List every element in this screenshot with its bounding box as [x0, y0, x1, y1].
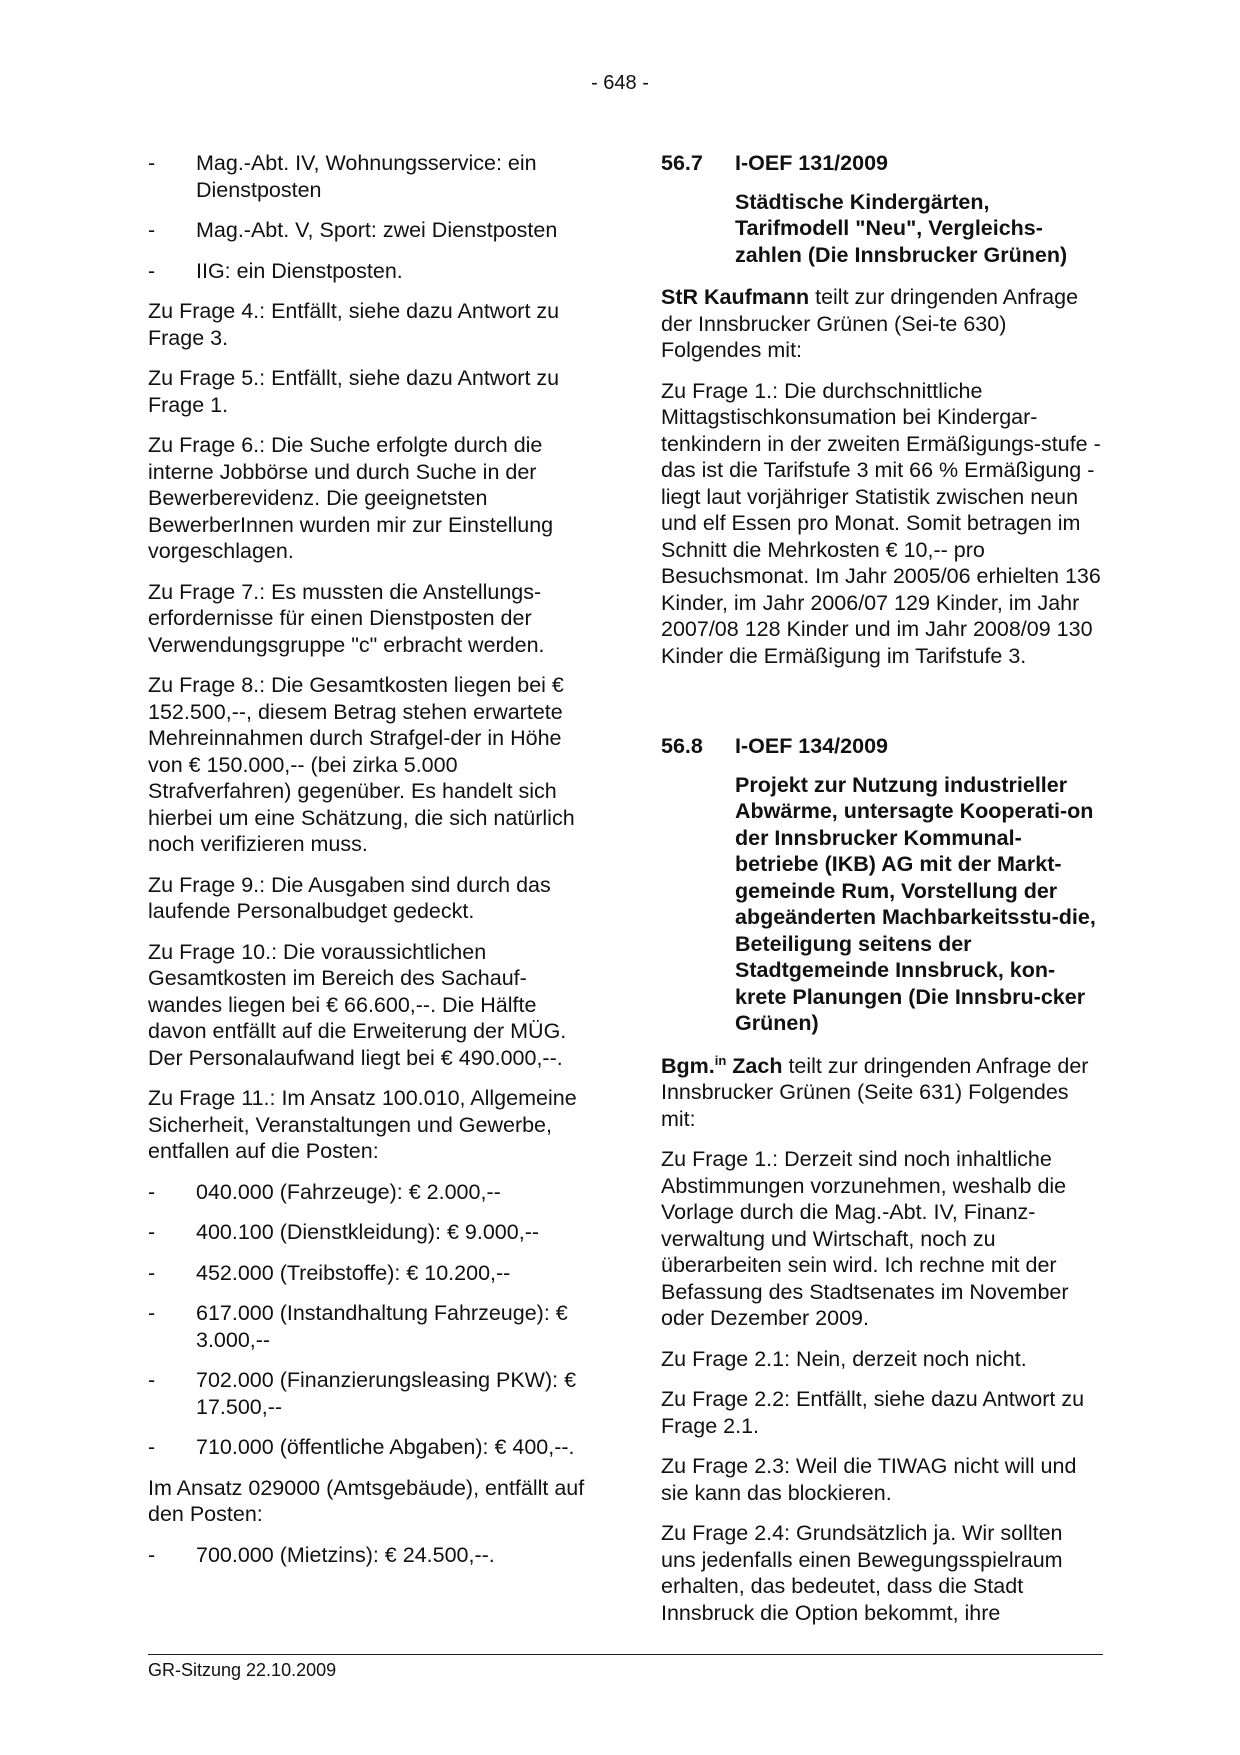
intro-text: teilt zur dringenden Anfrage der Innsbrucker Grünen (Sei-te 630) Folgendes mit:: [661, 285, 1079, 362]
footer-text: GR-Sitzung 22.10.2009: [148, 1660, 337, 1680]
answer-paragraph: Zu Frage 2.2: Entfällt, siehe dazu Antwort zu Frage 2.1.: [661, 1387, 1085, 1438]
bullet-dash: -: [148, 1301, 156, 1325]
section-heading: [661, 150, 1101, 177]
list-item: [148, 1219, 593, 1246]
intro-paragraph: [661, 284, 1101, 364]
speaker-name: [661, 1054, 782, 1078]
list-item: [148, 217, 593, 244]
answer-paragraph: Zu Frage 9.: Die Ausgaben sind durch das laufende Personalbudget gedeckt.: [148, 872, 551, 923]
answer-paragraph: Zu Frage 7.: Es mussten die Anstellungs-erfordernisse für einen Dienstposten der Verwendungsgruppe "c" erbracht werden.: [148, 579, 545, 657]
section-heading: [661, 733, 1101, 760]
section-title: Städtische Kindergärten, Tarifmodell "Neu", Vergleichs-zahlen (Die Innsbrucker Grünen): [735, 189, 1068, 267]
answer-paragraph: Zu Frage 4.: Entfällt, siehe dazu Antwort zu Frage 3.: [148, 299, 560, 350]
answer-paragraph: Zu Frage 1.: Die durchschnittliche Mittagstischkonsumation bei Kindergar-tenkindern in der zweiten Ermäßigungs-stufe - das ist die Tarifstufe 3 mit 66 % Ermäßigung - liegt laut vorjähriger Statistik zwischen neun und elf Essen pro Monat. Somit betragen im Schnitt die Mehrkosten € 10,-- pro Besuchsmonat. Im Jahr 2005/06 erhielten 136 Kinder, im Jahr 2006/07 129 Kinder, im Jahr 2007/08 128 Kinder und im Jahr 2008/09 130 Kinder die Ermäßigung im Tarifstufe 3.: [661, 378, 1101, 668]
answer-paragraph: Zu Frage 2.4: Grundsätzlich ja. Wir sollten uns jedenfalls einen Bewegungsspielraum erhalten, das bedeutet, dass die Stadt Innsbruck die Option bekommt, ihre: [661, 1521, 1063, 1625]
list-item-text: Mag.-Abt. IV, Wohnungsservice: ein Dienstposten: [196, 151, 537, 202]
answer-paragraph: Zu Frage 5.: Entfällt, siehe dazu Antwort zu Frage 1.: [148, 366, 560, 417]
section-title: Projekt zur Nutzung industrieller Abwärme, untersagte Kooperati-on der Innsbrucker Kommunal-betriebe (IKB) AG mit der Markt-gemeinde Rum, Vorstellung der abgeänderten Machbarkeitsstu-die, Beteiligung seitens der Stadtgemeinde Innsbruck, kon-krete Planungen (Die Innsbru-cker Grünen): [735, 772, 1096, 1035]
answer-paragraph: Im Ansatz 029000 (Amtsgebäude), entfällt auf den Posten:: [148, 1475, 585, 1526]
list-item-text: 710.000 (öffentliche Abgaben): € 400,--.: [196, 1435, 575, 1459]
speaker-name: StR Kaufmann: [661, 285, 810, 309]
list-item-text: 700.000 (Mietzins): € 24.500,--.: [196, 1542, 495, 1567]
section-code: I-OEF 134/2009: [735, 734, 888, 758]
answer-paragraph: Zu Frage 10.: Die voraussichtlichen Gesamtkosten im Bereich des Sachauf-wandes liegen bei € 66.600,--. Die Hälfte davon entfällt auf die Erweiterung der MÜG. Der Personalaufwand liegt bei € 490.000,--.: [148, 939, 567, 1070]
bullet-dash: -: [148, 1260, 156, 1285]
section-code: I-OEF 131/2009: [735, 151, 888, 175]
speaker-title: Bgm.: [661, 1053, 715, 1078]
section-number: 56.7: [661, 151, 703, 175]
speaker-title-superscript: in: [714, 1052, 727, 1068]
answer-paragraph: Zu Frage 11.: Im Ansatz 100.010, Allgemeine Sicherheit, Veranstaltungen und Gewerbe, entfallen auf die Posten:: [148, 1086, 577, 1163]
bullet-dash: -: [148, 258, 156, 283]
list-item: [148, 1260, 593, 1287]
list-item: [148, 258, 593, 285]
list-item-text: 702.000 (Finanzierungsleasing PKW): € 17.500,--: [196, 1368, 577, 1419]
list-item-text: 452.000 (Treibstoffe): € 10.200,--: [196, 1260, 511, 1285]
left-column: [148, 150, 593, 1582]
page-number: - 648 -: [591, 72, 649, 94]
list-item: [148, 1179, 593, 1206]
list-item: [148, 1367, 593, 1420]
bullet-dash: -: [148, 218, 156, 242]
section-number: 56.8: [661, 734, 703, 758]
bullet-dash: -: [148, 1220, 156, 1244]
list-item: [148, 1434, 593, 1461]
right-column: [661, 150, 1101, 1640]
list-item: [148, 1300, 593, 1353]
section-spacer: [661, 683, 1101, 733]
list-item-text: 617.000 (Instandhaltung Fahrzeuge): € 3.000,--: [196, 1301, 568, 1352]
bullet-dash: -: [148, 1179, 156, 1204]
list-item: [148, 1542, 593, 1569]
list-item-text: Mag.-Abt. V, Sport: zwei Dienstposten: [196, 218, 558, 242]
list-item-text: 400.100 (Dienstkleidung): € 9.000,--: [196, 1220, 540, 1244]
speaker-surname: Zach: [726, 1053, 783, 1078]
footer-divider: [148, 1654, 1103, 1655]
list-item-text: IIG: ein Dienstposten.: [196, 258, 403, 283]
bullet-dash: -: [148, 1435, 156, 1459]
answer-paragraph: Zu Frage 8.: Die Gesamtkosten liegen bei € 152.500,--, diesem Betrag stehen erwartete Mehreinnahmen durch Strafgel-der in Höhe von € 150.000,-- (bei zirka 5.000 Strafverfahren) gegenüber. Es handelt sich hierbei um eine Schätzung, die sich natürlich noch verifizieren muss.: [148, 673, 575, 856]
answer-paragraph: Zu Frage 6.: Die Suche erfolgte durch die interne Jobbörse und durch Suche in der Bewerberevidenz. Die geeignetsten BewerberInnen wurden mir zur Einstellung vorgeschlagen.: [148, 433, 554, 563]
intro-paragraph: [661, 1053, 1101, 1133]
bullet-dash: -: [148, 1368, 156, 1392]
intro-text: teilt zur dringenden Anfrage der Innsbrucker Grünen (Seite 631) Folgendes mit:: [661, 1053, 1089, 1131]
answer-paragraph: Zu Frage 2.1: Nein, derzeit noch nicht.: [661, 1346, 1027, 1371]
bullet-dash: -: [148, 151, 156, 175]
answer-paragraph: Zu Frage 2.3: Weil die TIWAG nicht will und sie kann das blockieren.: [661, 1454, 1077, 1505]
list-item-text: 040.000 (Fahrzeuge): € 2.000,--: [196, 1179, 501, 1204]
answer-paragraph: Zu Frage 1.: Derzeit sind noch inhaltliche Abstimmungen vorzunehmen, weshalb die Vorlage durch die Mag.-Abt. IV, Finanz-verwaltung und Wirtschaft, noch zu überarbeiten sein wird. Ich rechne mit der Befassung des Stadtsenates im November oder Dezember 2009.: [661, 1147, 1069, 1330]
list-item: [148, 150, 593, 203]
bullet-dash: -: [148, 1542, 156, 1567]
